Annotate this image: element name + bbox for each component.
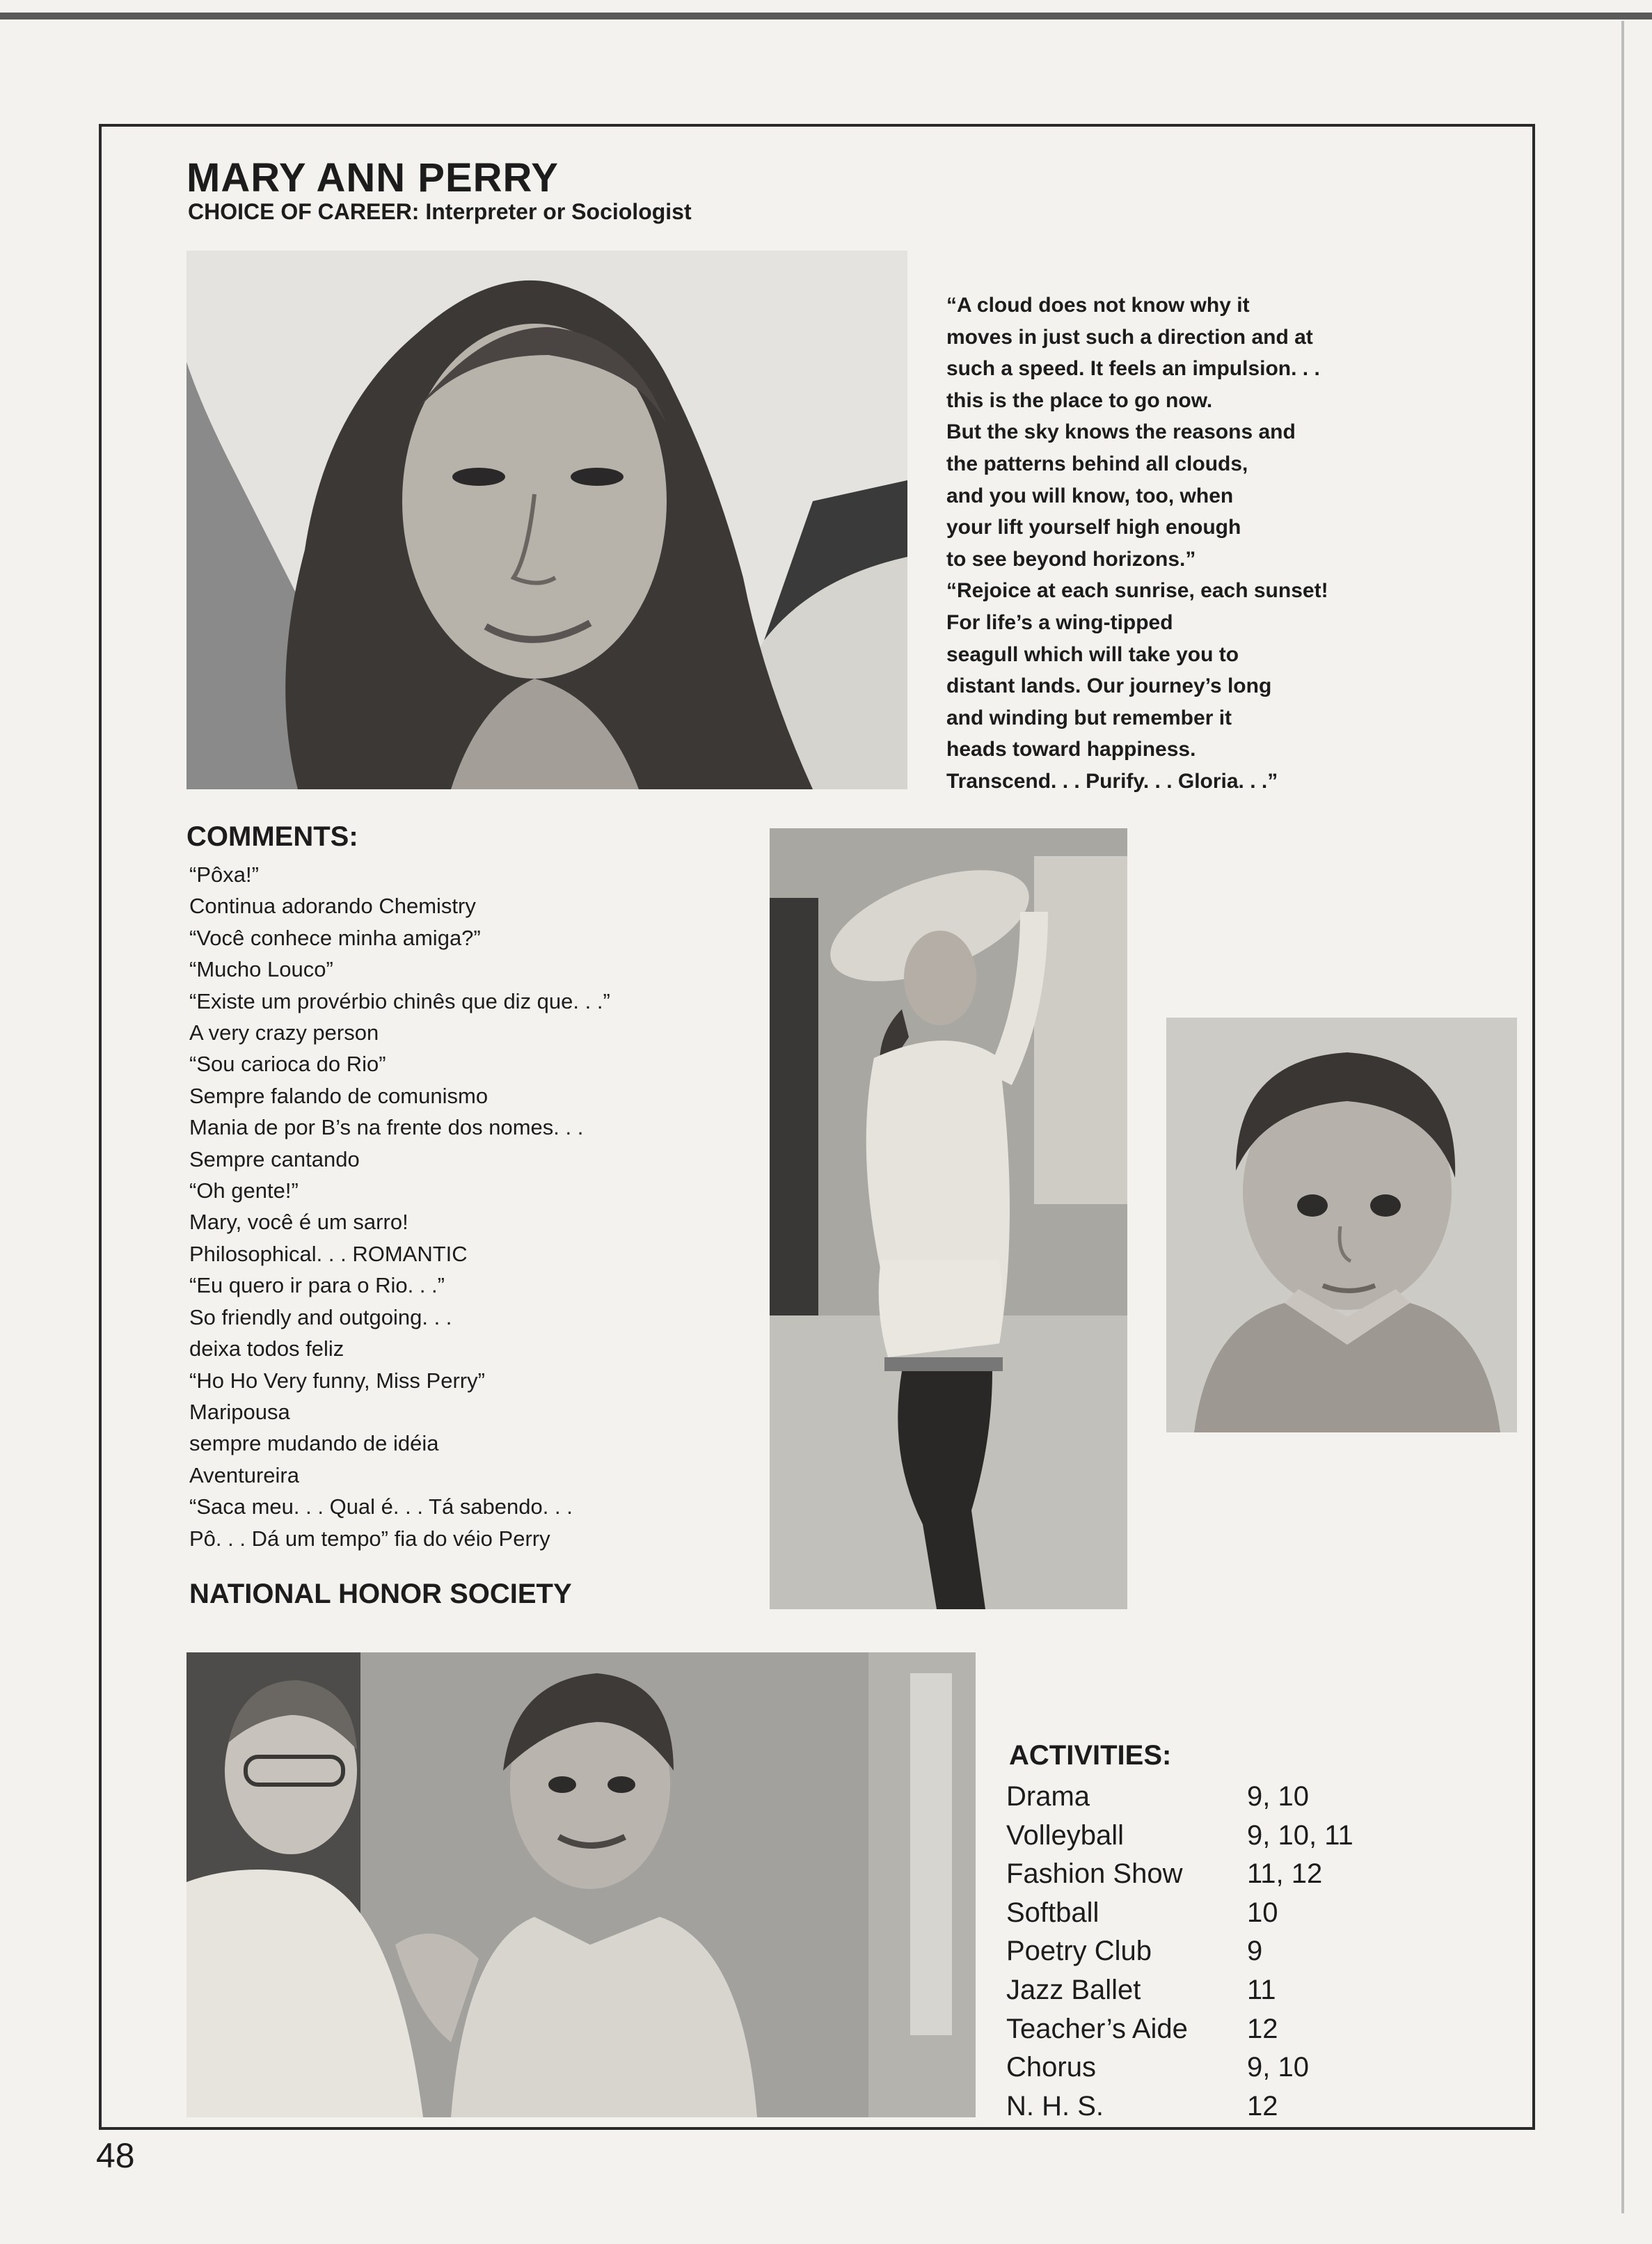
- senior-quote: [946, 290, 1433, 798]
- activity-name: Teacher’s Aide: [1006, 2013, 1188, 2044]
- activity-years: 11, 12: [1247, 1858, 1323, 1890]
- group-photo: [186, 1652, 976, 2117]
- activities-heading: ACTIVITIES:: [1009, 1740, 1172, 1771]
- comment-line: A very crazy person: [189, 1020, 379, 1045]
- activity-years: 9: [1247, 1936, 1263, 1967]
- activity-row: [1006, 1817, 1452, 1856]
- honor-society: NATIONAL HONOR SOCIETY: [189, 1579, 572, 1609]
- page-number: 48: [96, 2136, 135, 2175]
- activity-row: [1006, 1894, 1452, 1933]
- student-name: MARY ANN PERRY: [186, 155, 559, 200]
- activity-row: [1006, 1778, 1452, 1817]
- comment-line: Aventureira: [189, 1462, 299, 1487]
- comment-line: “Ho Ho Very funny, Miss Perry”: [189, 1368, 485, 1393]
- activity-row: [1006, 1855, 1452, 1894]
- comment-line: Pô. . . Dá um tempo” fia do véio Perry: [189, 1526, 550, 1551]
- activity-years: 10: [1247, 1897, 1278, 1928]
- activity-years: 12: [1247, 2090, 1278, 2121]
- quote-line: But the sky knows the reasons and: [946, 420, 1296, 444]
- activities-table: [1006, 1778, 1452, 2126]
- comment-line: “Saca meu. . . Qual é. . . Tá sabendo. . .: [189, 1494, 573, 1519]
- quote-line: moves in just such a direction and at: [946, 325, 1313, 349]
- quote-line: distant lands. Our journey’s long: [946, 674, 1272, 698]
- comment-line: “Eu quero ir para o Rio. . .”: [189, 1273, 445, 1298]
- comment-line: “Pôxa!”: [189, 862, 259, 887]
- career-choice: CHOICE OF CAREER: Interpreter or Sociologist: [188, 199, 692, 224]
- activity-years: 12: [1247, 2013, 1278, 2044]
- comment-line: Mary, você é um sarro!: [189, 1210, 408, 1235]
- comment-line: Maripousa: [189, 1399, 290, 1424]
- quote-line: “Rejoice at each sunrise, each sunset!: [946, 579, 1328, 603]
- activity-years: 9, 10: [1247, 1781, 1309, 1812]
- page-right-edge: [1621, 21, 1624, 2213]
- activity-name: Jazz Ballet: [1006, 1974, 1141, 2005]
- activity-name: N. H. S.: [1006, 2090, 1104, 2121]
- quote-line: such a speed. It feels an impulsion. . .: [946, 357, 1320, 381]
- quote-line: seagull which will take you to: [946, 642, 1239, 666]
- comment-line: Continua adorando Chemistry: [189, 894, 476, 919]
- page-top-border: [0, 13, 1652, 19]
- activity-row: [1006, 2048, 1452, 2087]
- activity-row: [1006, 1932, 1452, 1971]
- quote-line: For life’s a wing-tipped: [946, 610, 1173, 634]
- activity-name: Fashion Show: [1006, 1858, 1183, 1890]
- activity-row: [1006, 2087, 1452, 2126]
- comment-line: “Existe um provérbio chinês que diz que. . .”: [189, 988, 610, 1013]
- quote-line: “A cloud does not know why it: [946, 294, 1250, 317]
- activity-name: Volleyball: [1006, 1819, 1125, 1851]
- activity-row: [1006, 2010, 1452, 2049]
- quote-line: to see beyond horizons.”: [946, 547, 1196, 571]
- comment-line: “Mucho Louco”: [189, 957, 333, 982]
- comment-line: deixa todos feliz: [189, 1336, 344, 1361]
- comment-line: Philosophical. . . ROMANTIC: [189, 1241, 468, 1266]
- quote-line: and you will know, too, when: [946, 484, 1234, 507]
- activity-name: Chorus: [1006, 2052, 1096, 2083]
- quote-line: Transcend. . . Purify. . . Gloria. . .”: [946, 769, 1278, 793]
- baby-photo: [1166, 1018, 1517, 1432]
- activity-row: [1006, 1971, 1452, 2010]
- comment-line: “Oh gente!”: [189, 1178, 299, 1203]
- quote-line: heads toward happiness.: [946, 738, 1196, 761]
- comment-line: So friendly and outgoing. . .: [189, 1304, 452, 1329]
- comment-line: “Sou carioca do Rio”: [189, 1052, 386, 1077]
- quote-line: the patterns behind all clouds,: [946, 452, 1248, 475]
- activity-years: 11: [1247, 1974, 1276, 2005]
- comments-heading: COMMENTS:: [186, 821, 358, 852]
- activity-name: Softball: [1006, 1897, 1099, 1928]
- quote-line: your lift yourself high enough: [946, 516, 1241, 539]
- comment-line: Mania de por B’s na frente dos nomes. . .: [189, 1115, 584, 1140]
- hat-photo: [770, 828, 1127, 1609]
- activity-name: Poetry Club: [1006, 1936, 1152, 1967]
- quote-line: this is the place to go now.: [946, 388, 1213, 412]
- comment-line: “Você conhece minha amiga?”: [189, 925, 481, 950]
- portrait-photo: [186, 251, 907, 789]
- comment-line: sempre mudando de idéia: [189, 1431, 439, 1456]
- activity-years: 9, 10: [1247, 2052, 1309, 2083]
- activity-name: Drama: [1006, 1781, 1090, 1812]
- comment-line: Sempre cantando: [189, 1146, 360, 1171]
- quote-line: and winding but remember it: [946, 706, 1232, 729]
- activity-years: 9, 10, 11: [1247, 1819, 1353, 1851]
- comment-line: Sempre falando de comunismo: [189, 1083, 489, 1108]
- comments-list: [189, 859, 760, 1554]
